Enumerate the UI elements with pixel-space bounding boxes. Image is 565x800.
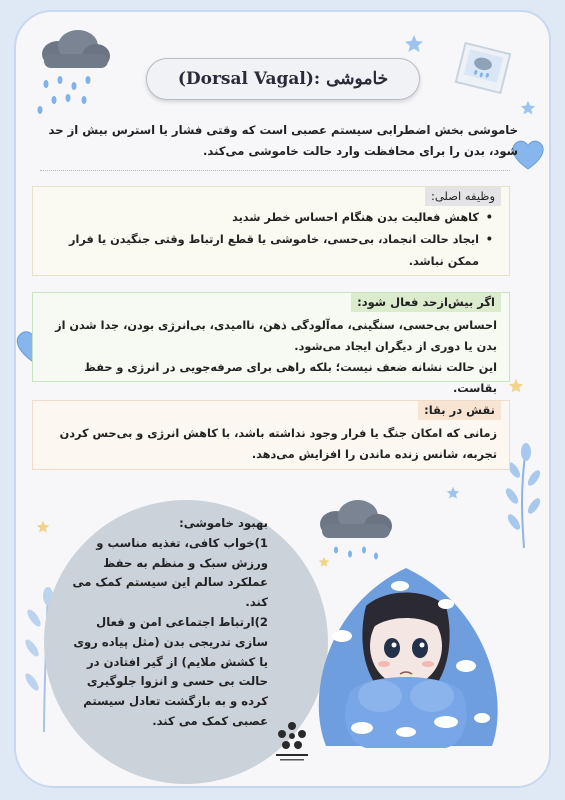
survival-text: زمانی که امکان جنگ یا فرار وجود نداشته باشد، با کاهش انرژی و بی‌حس کردن تجربه، شانس زنده ماندن را افزایش می‌دهد.: [59, 427, 497, 461]
girl-illustration: [296, 496, 526, 758]
star-icon: [520, 100, 536, 116]
main-function-list: [50, 207, 495, 273]
overactive-box: [32, 292, 510, 395]
photo-frame-icon: [452, 40, 514, 96]
overactive-heading: اگر بیش‌ازحد فعال شود:: [351, 293, 501, 312]
survival-box: [32, 400, 510, 470]
improve-block: [62, 514, 268, 732]
star-icon: [508, 378, 524, 394]
improve-item-1: 1)خواب کافی، تغذیه مناسب و ورزش سبک و منظم به حفظ عملکرد سالم این سیستم کمک می کند.: [72, 535, 268, 610]
rain-cloud-icon: [320, 500, 392, 560]
improve-heading: بهبود خاموشی:: [179, 516, 268, 530]
survival-heading: نقش در بقا:: [418, 401, 501, 420]
star-icon: [36, 520, 50, 534]
page-title: (Dorsal Vagal): خاموشی: [177, 69, 389, 89]
intro-text: خاموشی بخش اضطرابی سیستم عصبی است که وقتی فشار یا استرس بیش از حد شود، بدن را برای محافظت وارد حالت خاموشی می‌کند.: [48, 123, 518, 158]
improve-item-2: 2)ارتباط اجتماعی امن و فعال سازی تدریجی بدن (مثل پیاده روی یا کشش ملایم) از گیر افتادن در حالت بی حسی و انزوا جلوگیری کرده و به بازگشت تعادل سیستم عصبی کمک می کند.: [73, 614, 268, 728]
list-item: • ایجاد حالت انجماد، بی‌حسی، خاموشی یا قطع ارتباط وقتی جنگیدن یا فرار ممکن نباشد.: [50, 229, 495, 273]
main-function-heading: وظیفه اصلی:: [425, 187, 501, 206]
star-icon: [404, 34, 424, 54]
overactive-text: احساس بی‌حسی، سنگینی، مه‌آلودگی ذهن، ناامیدی، بی‌انرژی بودن، جدا شدن از بدن یا دوری از دیگران ایجاد می‌شود.: [55, 319, 497, 353]
list-item: • کاهش فعالیت بدن هنگام احساس خطر شدید: [50, 207, 495, 229]
rain-cloud-icon: [30, 26, 120, 116]
divider: [40, 170, 510, 171]
main-function-box: [32, 186, 510, 276]
overactive-note: این حالت نشانه ضعف نیست؛ بلکه راهی برای صرفه‌جویی در انرژی و حفظ بقاست.: [84, 361, 497, 395]
title-pill: [146, 58, 420, 100]
logo-icon: [266, 712, 318, 768]
